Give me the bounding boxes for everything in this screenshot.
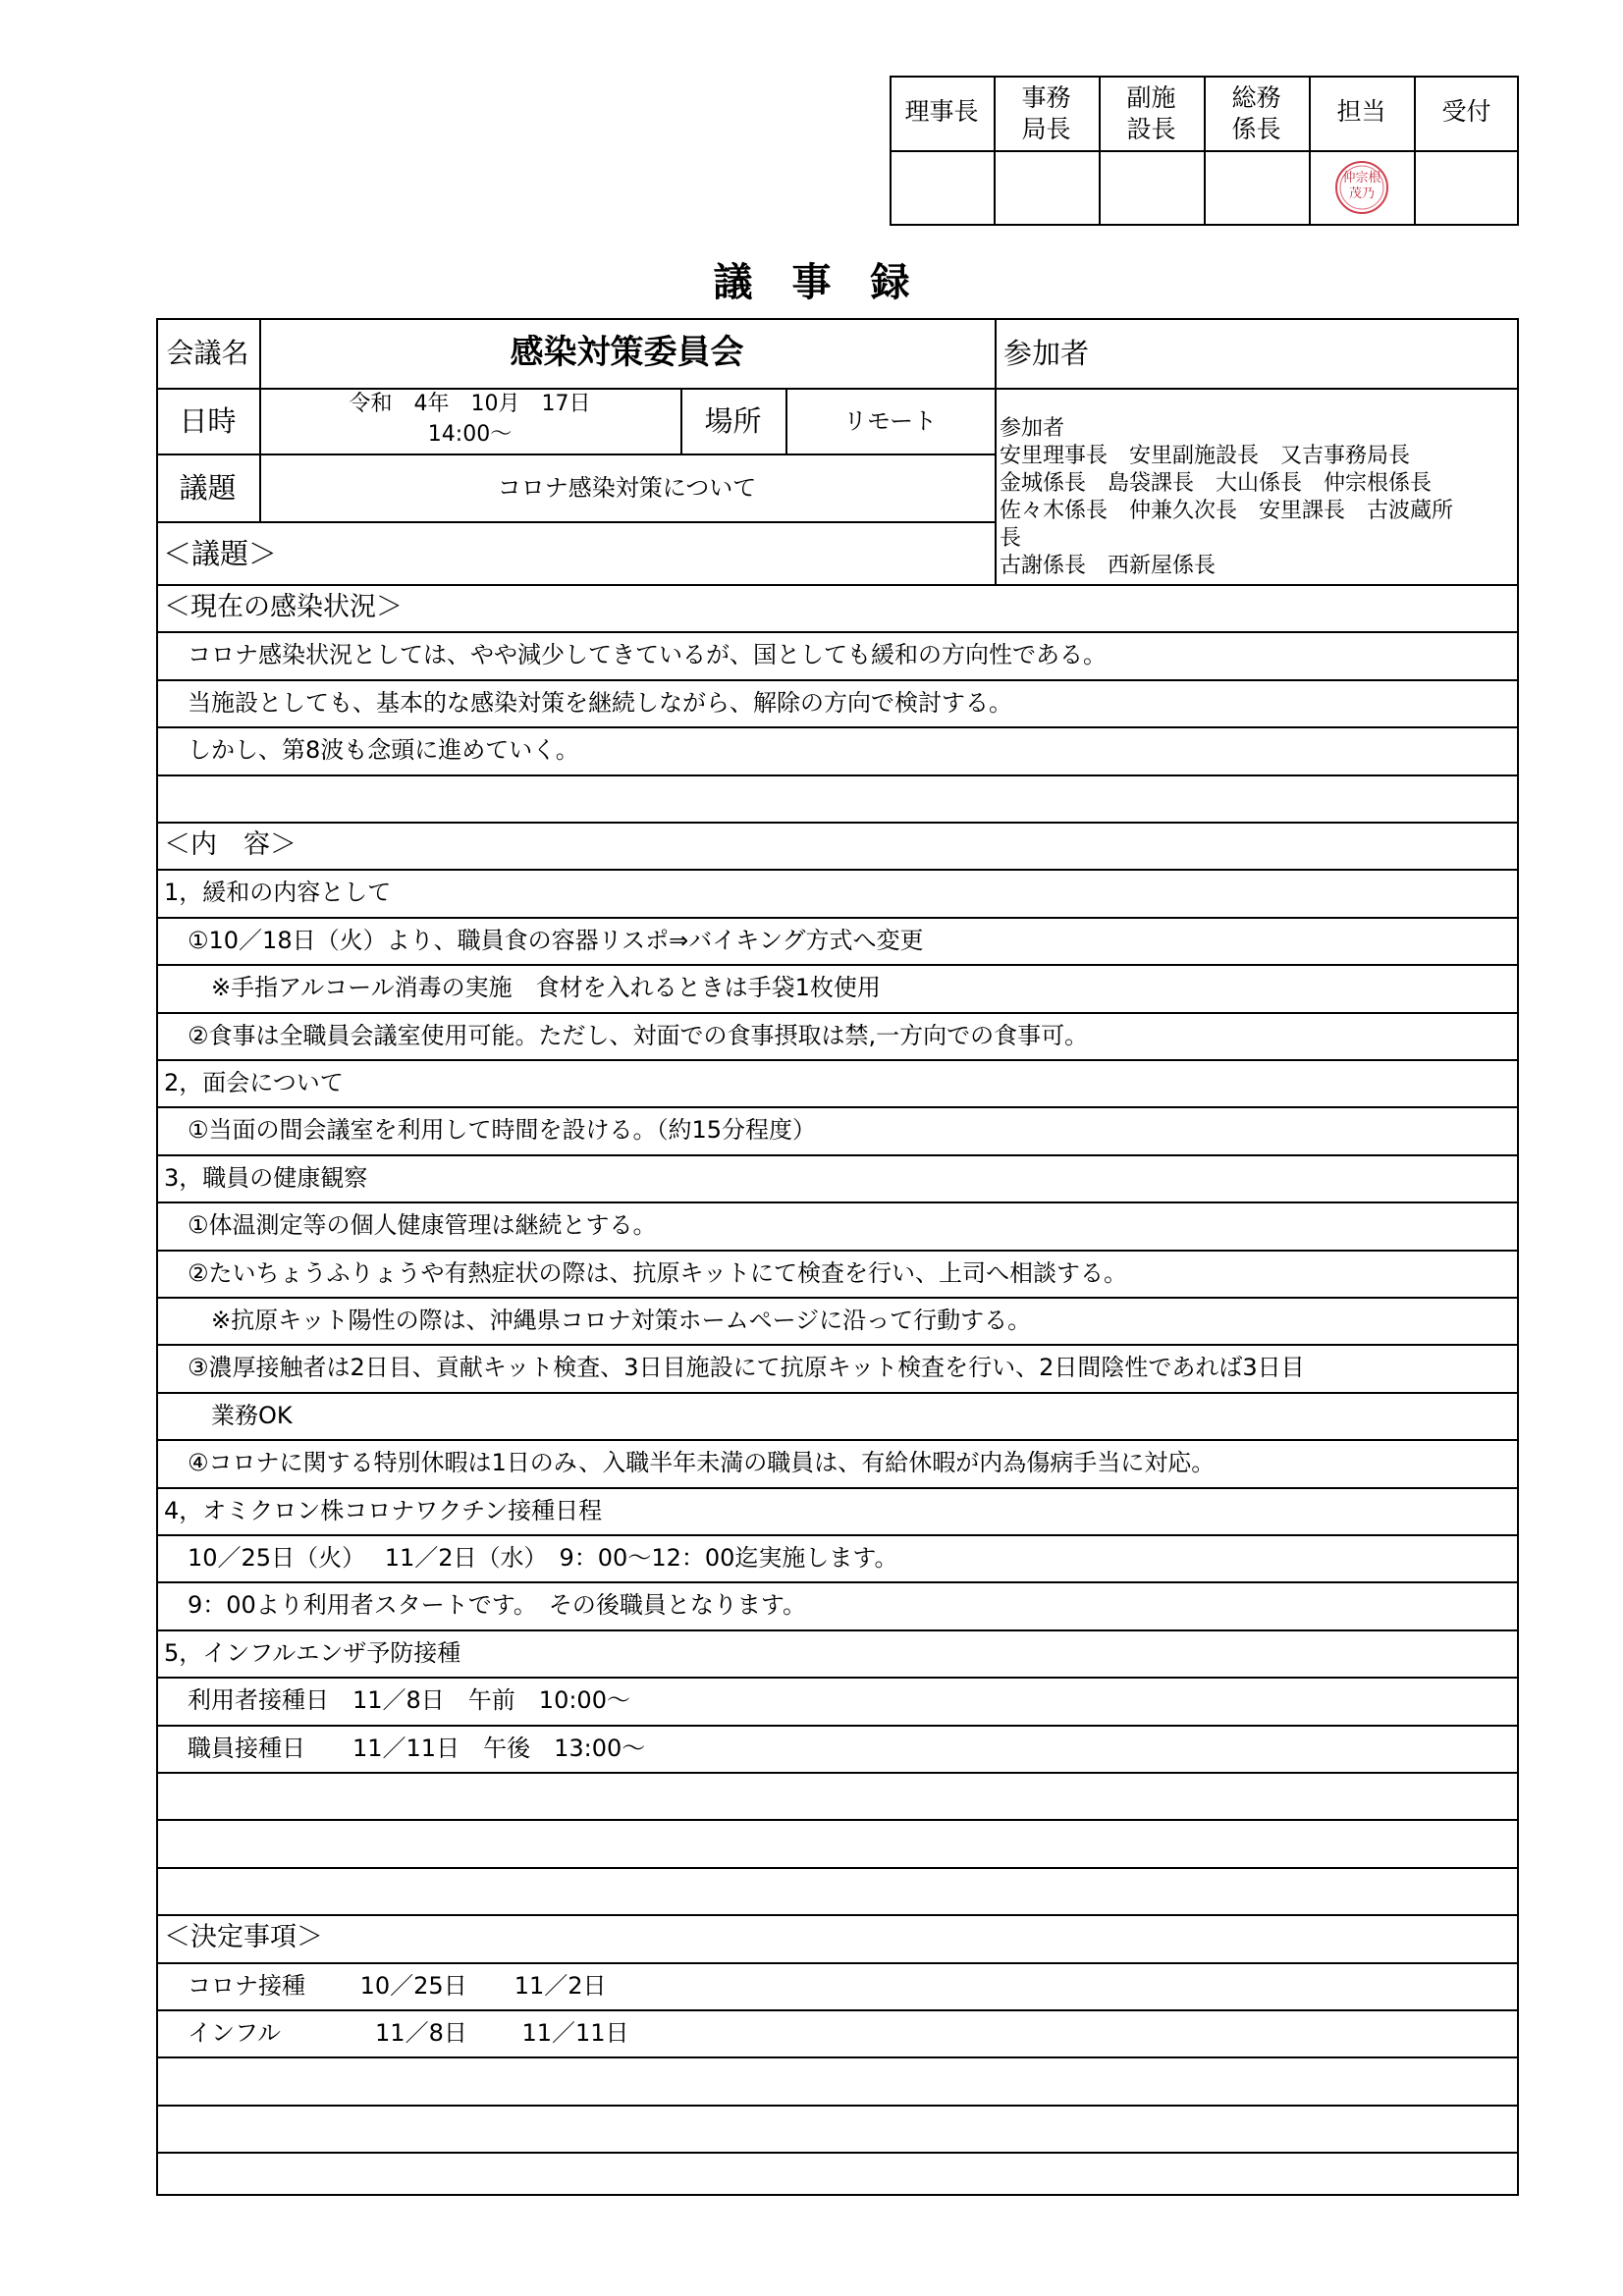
document-title: 議 事 録: [713, 260, 910, 305]
minutes-row-text: 2，面会について: [164, 1069, 344, 1096]
minutes-row-text: しかし、第8波も念頭に進めていく。: [164, 736, 579, 765]
minutes-row-text: ②たいちょうふりょうや有熱症状の際は、抗原キットにて検査を行い、上司へ相談する。: [164, 1258, 1128, 1287]
minutes-row-text: 当施設としても、基本的な感染対策を継続しながら、解除の方向で検討する。: [164, 688, 1012, 717]
participants-line: 長: [1000, 526, 1022, 551]
body-row-line: [156, 774, 1519, 776]
minutes-row-text: 5，インフルエンザ予防接種: [164, 1638, 461, 1667]
participants-line: 安里理事長 安里副施設長 又吉事務局長: [1000, 444, 1411, 468]
minutes-row-text: ②食事は全職員会議室使用可能。ただし、対面での食事摂取は禁,一方向での食事可。: [164, 1021, 1089, 1049]
meeting-name-value: 感染対策委員会: [510, 333, 744, 372]
body-row-line: [156, 1772, 1519, 1774]
date-label: 日時: [179, 404, 237, 438]
body-row-line: [156, 1819, 1519, 1821]
participants-header: 参加者: [1003, 337, 1090, 370]
participants-line: 佐々木係長 仲兼久次長 安里課長 古波蔵所: [1000, 499, 1454, 523]
minutes-row-text: ④コロナに関する特別休暇は1日のみ、入職半年未満の職員は、有給休暇が内為傷病手当に対応。: [164, 1449, 1216, 1477]
minutes-row-text: 3，職員の健康観察: [164, 1163, 368, 1192]
approval-header-reception: 受付: [1441, 97, 1491, 126]
place-value: リモート: [842, 407, 938, 435]
approval-header-chairman: 理事長: [904, 97, 979, 126]
meeting-name-label: 会議名: [166, 337, 249, 369]
body-row-line: [156, 2105, 1519, 2107]
personal-seal-text: 仲宗根茂乃: [1342, 171, 1381, 201]
participants-list: [1000, 415, 1516, 582]
participants-line: 古謝係長 西新屋係長: [1000, 554, 1217, 578]
header-col-line: [995, 318, 997, 584]
place-label: 場所: [704, 404, 762, 438]
agenda-header: ＜議題＞: [163, 537, 278, 570]
minutes-row-text: 4，オミクロン株コロナワクチン接種日程: [164, 1496, 603, 1524]
minutes-row-text: インフル 11／8日 11／11日: [164, 2019, 629, 2047]
minutes-row-text: コロナ感染状況としては、やや減少してきているが、国としても緩和の方向性である。: [164, 641, 1107, 669]
approval-header-person-in-charge: 担当: [1336, 97, 1386, 126]
minutes-row-text: ①当面の間会議室を利用して時間を設ける。（約15分程度）: [164, 1116, 817, 1145]
topic-value: コロナ感染対策について: [497, 474, 757, 502]
minutes-row-text: ①10／18日（火）より、職員食の容器リスポ⇒バイキング方式へ変更: [164, 926, 924, 954]
minutes-row-text: 職員接種日 11／11日 午後 13:00～: [164, 1734, 646, 1762]
date-value-line1: 令和 4年 10月 17日: [349, 392, 591, 416]
minutes-row-text: ＜現在の感染状況＞: [164, 592, 403, 622]
minutes-row-text: 10／25日（火） 11／2日（水） 9：00～12：00迄実施します。: [164, 1544, 898, 1572]
minutes-row-text: コロナ接種 10／25日 11／2日: [164, 1971, 607, 2000]
approval-header-vice-director: 副施 設長: [1126, 83, 1176, 143]
minutes-row-text: ※手指アルコール消毒の実施 食材を入れるときは手袋1枚使用: [164, 974, 881, 1002]
body-row-line: [156, 1867, 1519, 1869]
minutes-row-text: ＜決定事項＞: [164, 1922, 323, 1953]
participants-line: 参加者: [1000, 416, 1065, 441]
minutes-row-text: 業務OK: [164, 1401, 293, 1429]
header-row-line: [156, 454, 995, 455]
date-value-line2: 14:00～: [427, 422, 513, 447]
minutes-row-text: ③濃厚接触者は2日目、貢献キット検査、3日目施設にて抗原キット検査を行い、2日間陰性であれば3日目: [164, 1354, 1305, 1382]
header-row-line: [156, 521, 995, 523]
minutes-row-text: 1，緩和の内容として: [164, 879, 392, 907]
minutes-row-text: ※抗原キット陽性の際は、沖縄県コロナ対策ホームページに沿って行動する。: [164, 1307, 1032, 1334]
topic-label: 議題: [179, 471, 237, 505]
participants-line: 金城係長 島袋課長 大山係長 仲宗根係長: [1000, 471, 1433, 496]
approval-header-general-affairs: 総務 係長: [1231, 83, 1281, 143]
approval-header-secretary-general: 事務 局長: [1021, 83, 1071, 143]
body-row-line: [156, 2056, 1519, 2058]
body-row-line: [156, 2152, 1519, 2154]
minutes-row-text: 利用者接種日 11／8日 午前 10:00～: [164, 1686, 630, 1715]
minutes-row-text: ①体温測定等の個人健康管理は継続とする。: [164, 1211, 657, 1240]
minutes-row-text: 9：00より利用者スタートです。 その後職員となります。: [164, 1591, 806, 1620]
minutes-row-text: ＜内 容＞: [164, 829, 297, 860]
